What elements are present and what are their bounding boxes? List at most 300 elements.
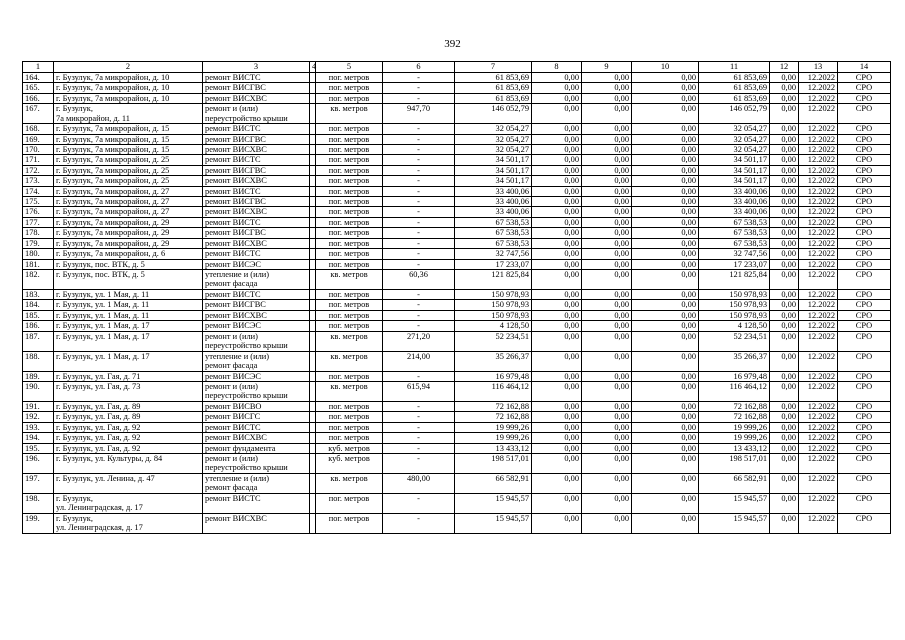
table-cell: ремонт ВИСГВС (203, 165, 310, 175)
table-cell: 0,00 (770, 145, 799, 155)
table-cell: 12.2022 (799, 176, 838, 186)
table-cell: 32 054,27 (455, 145, 532, 155)
table-cell: 15 945,57 (455, 493, 532, 513)
table-cell: 171. (23, 155, 54, 165)
table-cell: 0,00 (532, 351, 582, 371)
table-cell: 4 128,50 (455, 321, 532, 331)
table-cell: 12.2022 (799, 300, 838, 310)
table-cell: 116 464,12 (699, 381, 770, 401)
table-cell: 12.2022 (799, 207, 838, 217)
table-cell: 150 978,93 (455, 300, 532, 310)
table-cell: 0,00 (632, 165, 699, 175)
table-cell: 0,00 (532, 165, 582, 175)
table-cell: 12.2022 (799, 197, 838, 207)
table-cell: пог. метров (316, 197, 383, 207)
table-cell: - (383, 422, 455, 432)
table-cell: ремонт ВИСХВС (203, 176, 310, 186)
table-cell: г. Бузулук, ул. Гая, д. 89 (54, 412, 203, 422)
table-cell: 33 400,06 (699, 186, 770, 196)
table-cell: 72 162,88 (699, 412, 770, 422)
table-cell: - (383, 155, 455, 165)
table-cell: СРО (838, 93, 891, 103)
table-cell: 192. (23, 412, 54, 422)
table-row (23, 217, 891, 227)
table-cell: 0,00 (532, 300, 582, 310)
table-cell: 0,00 (632, 331, 699, 351)
table-cell: г. Бузулук, 7а микрорайон, д. 25 (54, 165, 203, 175)
table-cell: 146 052,79 (455, 104, 532, 124)
table-cell: г. Бузулук, 7а микрорайон, д. 6 (54, 249, 203, 259)
table-cell: 12.2022 (799, 104, 838, 124)
table-cell: ремонт и (или) переустройство крыши (203, 104, 310, 124)
table-cell: 186. (23, 321, 54, 331)
table-cell: 0,00 (632, 513, 699, 533)
table-cell: - (383, 249, 455, 259)
table-cell: 0,00 (770, 412, 799, 422)
table-cell: ремонт ВИСХВС (203, 93, 310, 103)
table-cell: г. Бузулук, ул. 1 Мая, д. 11 (54, 310, 203, 320)
table-cell: 34 501,17 (455, 176, 532, 186)
table-cell: 198 517,01 (455, 453, 532, 473)
table-row (23, 310, 891, 320)
table-cell: г. Бузулук, ул. 1 Мая, д. 11 (54, 300, 203, 310)
table-cell: г. Бузулук, 7а микрорайон, д. 27 (54, 197, 203, 207)
table-cell: 32 054,27 (699, 145, 770, 155)
table-cell: 0,00 (582, 513, 632, 533)
column-header: 7 (455, 62, 532, 73)
table-cell: 0,00 (532, 381, 582, 401)
table-cell: СРО (838, 453, 891, 473)
column-header: 9 (582, 62, 632, 73)
table-cell: 178. (23, 228, 54, 238)
table-cell: 0,00 (582, 145, 632, 155)
table-cell: 0,00 (582, 249, 632, 259)
table-cell: 0,00 (632, 176, 699, 186)
table-cell: кв. метров (316, 331, 383, 351)
table-cell: - (383, 371, 455, 381)
table-cell: 169. (23, 134, 54, 144)
table-cell: 32 054,27 (455, 134, 532, 144)
table-cell: 12.2022 (799, 145, 838, 155)
table-cell: 0,00 (532, 401, 582, 411)
table-cell: кв. метров (316, 351, 383, 371)
table-cell: 173. (23, 176, 54, 186)
table-cell: 0,00 (632, 207, 699, 217)
table-cell: 0,00 (632, 493, 699, 513)
table-cell: 172. (23, 165, 54, 175)
column-header: 4 (310, 62, 316, 73)
table-cell: 0,00 (632, 93, 699, 103)
table-cell: кв. метров (316, 473, 383, 493)
column-header: 13 (799, 62, 838, 73)
table-cell: 0,00 (532, 513, 582, 533)
table-cell: 0,00 (582, 93, 632, 103)
table-cell: 0,00 (582, 238, 632, 248)
table-cell: СРО (838, 145, 891, 155)
table-cell: 32 747,56 (699, 249, 770, 259)
table-cell: пог. метров (316, 73, 383, 83)
table-cell: 15 945,57 (455, 513, 532, 533)
table-cell: 12.2022 (799, 259, 838, 269)
table-cell: 168. (23, 124, 54, 134)
table-cell: - (383, 289, 455, 299)
table-cell: 0,00 (632, 124, 699, 134)
table-cell: ремонт ВИСТС (203, 155, 310, 165)
table-cell: ремонт ВИСТС (203, 73, 310, 83)
table-cell: г. Бузулук, 7а микрорайон, д. 29 (54, 238, 203, 248)
table-cell: СРО (838, 310, 891, 320)
table-cell: 12.2022 (799, 73, 838, 83)
table-cell: г. Бузулук, ул. 1 Мая, д. 17 (54, 351, 203, 371)
table-cell: - (383, 83, 455, 93)
table-cell: пог. метров (316, 124, 383, 134)
column-header: 14 (838, 62, 891, 73)
table-row (23, 165, 891, 175)
table-row (23, 249, 891, 259)
table-cell: 0,00 (632, 321, 699, 331)
table-cell: 0,00 (632, 381, 699, 401)
table-cell: г. Бузулук, 7а микрорайон, д. 25 (54, 155, 203, 165)
table-cell: 61 853,69 (455, 83, 532, 93)
table-cell: 0,00 (532, 321, 582, 331)
table-row (23, 321, 891, 331)
table-cell: 174. (23, 186, 54, 196)
table-cell: 179. (23, 238, 54, 248)
table-cell: 0,00 (532, 269, 582, 289)
table-cell: ремонт ВИСТС (203, 186, 310, 196)
table-row (23, 371, 891, 381)
table-cell: 167. (23, 104, 54, 124)
table-cell: 0,00 (532, 289, 582, 299)
table-cell: 0,00 (532, 124, 582, 134)
table-cell: 0,00 (532, 93, 582, 103)
table-cell: 0,00 (582, 269, 632, 289)
table-cell: 0,00 (632, 269, 699, 289)
table-cell: 12.2022 (799, 249, 838, 259)
table-row (23, 93, 891, 103)
table-cell: - (383, 453, 455, 473)
table-cell: 0,00 (632, 473, 699, 493)
table-cell: 67 538,53 (455, 217, 532, 227)
table-cell: 0,00 (770, 104, 799, 124)
table-cell: 121 825,84 (699, 269, 770, 289)
table-cell: СРО (838, 124, 891, 134)
table-cell: 150 978,93 (699, 310, 770, 320)
table-cell: СРО (838, 412, 891, 422)
table-cell: 0,00 (582, 165, 632, 175)
table-row (23, 381, 891, 401)
table-cell: г. Бузулук, ул. Гая, д. 92 (54, 433, 203, 443)
table-cell: г. Бузулук, 7а микрорайон, д. 29 (54, 217, 203, 227)
table-cell: 33 400,06 (455, 197, 532, 207)
table-cell: 19 999,26 (455, 422, 532, 432)
table-cell: ремонт ВИСТС (203, 217, 310, 227)
table-cell: 61 853,69 (699, 73, 770, 83)
table-cell: кв. метров (316, 104, 383, 124)
table-cell: - (383, 412, 455, 422)
table-cell: - (383, 310, 455, 320)
table-cell: 0,00 (582, 83, 632, 93)
table-row (23, 351, 891, 371)
table-cell: СРО (838, 217, 891, 227)
table-cell: г. Бузулук, ул. 1 Мая, д. 11 (54, 289, 203, 299)
table-cell: 19 999,26 (455, 433, 532, 443)
table-cell: 0,00 (632, 453, 699, 473)
table-cell: 12.2022 (799, 331, 838, 351)
table-row (23, 104, 891, 124)
table-cell: 615,94 (383, 381, 455, 401)
column-header: 6 (383, 62, 455, 73)
table-cell: 0,00 (632, 186, 699, 196)
table-cell: г. Бузулук, ул. Гая, д. 92 (54, 443, 203, 453)
table-cell: 198 517,01 (699, 453, 770, 473)
table-cell: 0,00 (770, 249, 799, 259)
page-number: 392 (444, 38, 461, 50)
table-cell: СРО (838, 176, 891, 186)
table-cell: 12.2022 (799, 155, 838, 165)
table-cell: 32 054,27 (455, 124, 532, 134)
column-header: 2 (54, 62, 203, 73)
table-cell: ремонт ВИСТС (203, 124, 310, 134)
table-cell: 34 501,17 (699, 176, 770, 186)
table-cell: 0,00 (532, 473, 582, 493)
table-cell: 150 978,93 (455, 289, 532, 299)
table-cell: пог. метров (316, 259, 383, 269)
table-cell: 0,00 (532, 259, 582, 269)
table-row (23, 300, 891, 310)
table-cell: 198. (23, 493, 54, 513)
table-cell: пог. метров (316, 422, 383, 432)
table-cell: 0,00 (532, 134, 582, 144)
table-cell: 0,00 (632, 351, 699, 371)
table-cell: 0,00 (632, 443, 699, 453)
table-cell: 0,00 (632, 73, 699, 83)
table-cell: 72 162,88 (455, 401, 532, 411)
table-cell: г. Бузулук, ул. Гая, д. 73 (54, 381, 203, 401)
table-cell: 0,00 (770, 443, 799, 453)
table-cell: пог. метров (316, 412, 383, 422)
table-cell: 0,00 (582, 381, 632, 401)
table-cell: ремонт ВИСХВС (203, 513, 310, 533)
table-cell: 0,00 (582, 186, 632, 196)
column-header: 1 (23, 62, 54, 73)
table-cell: 34 501,17 (699, 155, 770, 165)
table-cell: 0,00 (582, 300, 632, 310)
table-cell: 33 400,06 (699, 207, 770, 217)
table-cell: 166. (23, 93, 54, 103)
table-cell: - (383, 217, 455, 227)
table-cell: ремонт ВИСХВС (203, 238, 310, 248)
table-cell: СРО (838, 381, 891, 401)
table-cell: 150 978,93 (699, 300, 770, 310)
table-cell: - (383, 401, 455, 411)
table-cell: 0,00 (532, 104, 582, 124)
table-cell: 0,00 (770, 93, 799, 103)
table-cell: г. Бузулук, ул. Ленинградская, д. 17 (54, 513, 203, 533)
table-cell: 72 162,88 (455, 412, 532, 422)
table-row (23, 493, 891, 513)
table-cell: ремонт ВИСГВС (203, 228, 310, 238)
table-cell: 0,00 (770, 300, 799, 310)
table-cell: - (383, 93, 455, 103)
table-cell: 12.2022 (799, 453, 838, 473)
table-cell: - (383, 259, 455, 269)
table-cell: 0,00 (582, 259, 632, 269)
table-cell: 0,00 (632, 228, 699, 238)
table-cell: СРО (838, 321, 891, 331)
table-cell: ремонт ВИСЭС (203, 321, 310, 331)
table-cell: 195. (23, 443, 54, 453)
table-cell: 35 266,37 (455, 351, 532, 371)
table-cell: пог. метров (316, 134, 383, 144)
table-cell: 72 162,88 (699, 401, 770, 411)
table-cell: 0,00 (582, 217, 632, 227)
table-cell: 0,00 (532, 433, 582, 443)
table-cell: ремонт и (или) переустройство крыши (203, 381, 310, 401)
table-cell: 0,00 (532, 83, 582, 93)
table-cell: 61 853,69 (455, 93, 532, 103)
table-row (23, 228, 891, 238)
table-row (23, 401, 891, 411)
table-cell: ремонт фундамента (203, 443, 310, 453)
table-cell: 0,00 (532, 73, 582, 83)
table-body (23, 73, 891, 534)
table-row (23, 453, 891, 473)
table-cell: 0,00 (632, 412, 699, 422)
table-row (23, 176, 891, 186)
table-cell: 0,00 (532, 310, 582, 320)
table-cell: 12.2022 (799, 351, 838, 371)
column-header: 11 (699, 62, 770, 73)
table-cell: ремонт ВИСГВС (203, 197, 310, 207)
table-cell: 0,00 (532, 155, 582, 165)
table-cell: 0,00 (582, 331, 632, 351)
table-cell: 0,00 (770, 165, 799, 175)
table-row (23, 259, 891, 269)
table-cell: - (383, 238, 455, 248)
table-cell: 17 233,07 (699, 259, 770, 269)
table-cell: 194. (23, 433, 54, 443)
table-cell: ремонт ВИСЭС (203, 371, 310, 381)
table-cell: 0,00 (632, 134, 699, 144)
table-cell: СРО (838, 371, 891, 381)
table-row (23, 73, 891, 83)
table-cell: 12.2022 (799, 433, 838, 443)
table-cell: 0,00 (632, 83, 699, 93)
table-cell: СРО (838, 513, 891, 533)
table-cell: СРО (838, 289, 891, 299)
table-row (23, 412, 891, 422)
table-cell: СРО (838, 197, 891, 207)
table-cell: 180. (23, 249, 54, 259)
table-cell: 0,00 (770, 73, 799, 83)
table-cell: 480,00 (383, 473, 455, 493)
table-cell: 12.2022 (799, 93, 838, 103)
table-cell: 191. (23, 401, 54, 411)
table-cell: кв. метров (316, 381, 383, 401)
table-cell: СРО (838, 134, 891, 144)
table-cell: 12.2022 (799, 381, 838, 401)
table-cell: ремонт ВИСТС (203, 249, 310, 259)
table-cell: утепление и (или) ремонт фасада (203, 351, 310, 371)
table-cell: г. Бузулук, ул. Ленина, д. 47 (54, 473, 203, 493)
table-cell: 0,00 (582, 422, 632, 432)
table-cell: пог. метров (316, 249, 383, 259)
table-cell: 0,00 (770, 269, 799, 289)
table-cell: 67 538,53 (455, 228, 532, 238)
table-cell: 0,00 (582, 289, 632, 299)
table-cell: 0,00 (632, 289, 699, 299)
table-cell: кв. метров (316, 269, 383, 289)
table-cell: 0,00 (532, 422, 582, 432)
table-cell: г. Бузулук, пос. ВТК, д. 5 (54, 259, 203, 269)
table-cell: г. Бузулук, 7а микрорайон, д. 15 (54, 145, 203, 155)
table-cell: 170. (23, 145, 54, 155)
table-cell: пог. метров (316, 207, 383, 217)
table-cell: пог. метров (316, 228, 383, 238)
table-cell: г. Бузулук, ул. Гая, д. 71 (54, 371, 203, 381)
table-cell: 193. (23, 422, 54, 432)
table-cell: 33 400,06 (455, 207, 532, 217)
table-cell: 185. (23, 310, 54, 320)
table-cell: 0,00 (532, 186, 582, 196)
table-cell: 0,00 (632, 145, 699, 155)
table-row (23, 197, 891, 207)
column-header: 3 (203, 62, 310, 73)
table-cell: 0,00 (532, 176, 582, 186)
table-cell: 0,00 (770, 433, 799, 443)
table-cell: 0,00 (582, 207, 632, 217)
table-cell: СРО (838, 422, 891, 432)
column-header: 10 (632, 62, 699, 73)
table-cell: пог. метров (316, 371, 383, 381)
table-cell: 150 978,93 (455, 310, 532, 320)
table-cell: г. Бузулук, ул. 1 Мая, д. 17 (54, 321, 203, 331)
table-cell: 190. (23, 381, 54, 401)
table-cell: 177. (23, 217, 54, 227)
table-cell: куб. метров (316, 443, 383, 453)
table-cell: - (383, 513, 455, 533)
table-cell: 52 234,51 (699, 331, 770, 351)
table-cell: г. Бузулук, 7а микрорайон, д. 15 (54, 134, 203, 144)
table-cell: 34 501,17 (455, 155, 532, 165)
table-cell: пог. метров (316, 513, 383, 533)
table-cell: 13 433,12 (455, 443, 532, 453)
table-cell: 13 433,12 (699, 443, 770, 453)
table-row (23, 289, 891, 299)
table-cell: 121 825,84 (455, 269, 532, 289)
table-cell: 32 054,27 (699, 134, 770, 144)
table-cell: 165. (23, 83, 54, 93)
table-row (23, 433, 891, 443)
table-cell: 19 999,26 (699, 433, 770, 443)
table-cell: ремонт и (или) переустройство крыши (203, 453, 310, 473)
table-row (23, 124, 891, 134)
table-cell: СРО (838, 269, 891, 289)
table-cell: - (383, 443, 455, 453)
table-cell: 164. (23, 73, 54, 83)
table-cell: 12.2022 (799, 422, 838, 432)
table-cell: 0,00 (582, 412, 632, 422)
table-cell: ремонт ВИСЭС (203, 259, 310, 269)
table-cell: 0,00 (770, 310, 799, 320)
table-cell: 0,00 (532, 249, 582, 259)
table-cell: 0,00 (770, 197, 799, 207)
table-cell: куб. метров (316, 453, 383, 473)
table-cell: 0,00 (632, 217, 699, 227)
table-cell: 187. (23, 331, 54, 351)
table-cell: пог. метров (316, 289, 383, 299)
